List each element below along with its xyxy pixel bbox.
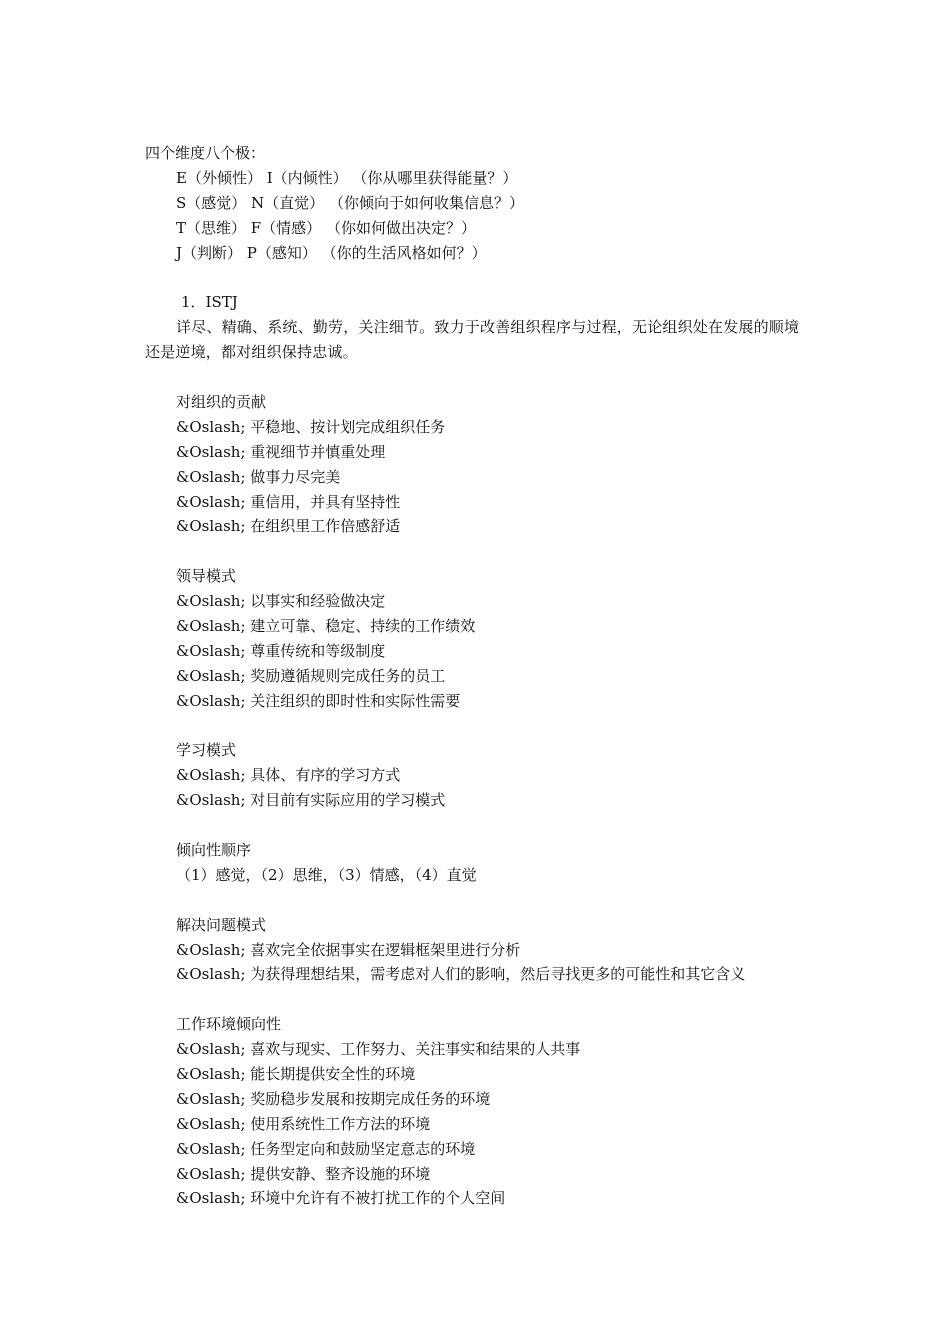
spacer [145,813,810,838]
list-item: &Oslash; 奖励稳步发展和按期完成任务的环境 [176,1089,491,1108]
list-item: &Oslash; 重信用，并具有坚持性 [176,492,401,511]
list-item: &Oslash; 关注组织的即时性和实际性需要 [176,691,461,710]
sections-container [145,365,810,1211]
list-item: &Oslash; 对目前有实际应用的学习模式 [176,791,446,810]
spacer [145,714,810,739]
section-heading: 倾向性顺序 [176,840,252,859]
list-item: &Oslash; 喜欢完全依据事实在逻辑框架里进行分析 [176,940,521,959]
list-item: &Oslash; 重视细节并慎重处理 [176,442,386,461]
document-body [145,141,810,1211]
list-item: &Oslash; 平稳地、按计划完成组织任务 [176,417,446,436]
section-heading: 对组织的贡献 [176,392,267,411]
list-item: &Oslash; 为获得理想结果，需考虑对人们的影响，然后寻找更多的可能性和其它含义 [176,965,746,984]
list-item: &Oslash; 喜欢与现实、工作努力、关注事实和结果的人共事 [176,1040,581,1059]
spacer [145,365,810,390]
section-heading: 解决问题模式 [176,915,267,934]
dimension-line: S（感觉） N（直觉） （你倾向于如何收集信息？） [176,193,524,212]
dimension-line: T（思维） F（情感） （你如何做出决定？） [176,218,476,237]
section-heading: 领导模式 [176,567,237,586]
list-item: &Oslash; 环境中允许有不被打扰工作的个人空间 [176,1189,506,1208]
intro-heading: 四个维度八个极： [145,144,266,162]
list-item: &Oslash; 做事力尽完美 [176,467,341,486]
list-item: &Oslash; 能长期提供安全性的环境 [176,1064,416,1083]
section-heading: 学习模式 [176,741,237,760]
list-item: &Oslash; 具体、有序的学习方式 [176,766,401,785]
spacer [145,987,810,1012]
section-heading: 工作环境倾向性 [176,1015,282,1034]
spacer [145,539,810,564]
list-item: （1）感觉，（2）思维，（3）情感，（4）直觉 [176,865,477,884]
list-item: &Oslash; 奖励遵循规则完成任务的员工 [176,666,446,685]
spacer [145,888,810,913]
list-item: &Oslash; 建立可靠、稳定、持续的工作绩效 [176,616,476,635]
dimension-line: E（外倾性） I（内倾性） （你从哪里获得能量？） [176,168,518,187]
spacer [145,265,810,290]
list-item: &Oslash; 使用系统性工作方法的环境 [176,1114,431,1133]
list-item: &Oslash; 任务型定向和鼓励坚定意志的环境 [176,1139,476,1158]
list-item: &Oslash; 提供安静、整齐设施的环境 [176,1164,431,1183]
list-item: &Oslash; 尊重传统和等级制度 [176,641,386,660]
type-description: 详尽、精确、系统、勤劳，关注细节。致力于改善组织程序与过程，无论组织处在发展的顺境还是逆境，都对组织保持忠诚。 [145,318,800,362]
type-title: 1．ISTJ [181,293,238,312]
dimension-line: J（判断） P（感知） （你的生活风格如何？） [176,243,487,262]
list-item: &Oslash; 在组织里工作倍感舒适 [176,517,401,536]
list-item: &Oslash; 以事实和经验做决定 [176,592,386,611]
